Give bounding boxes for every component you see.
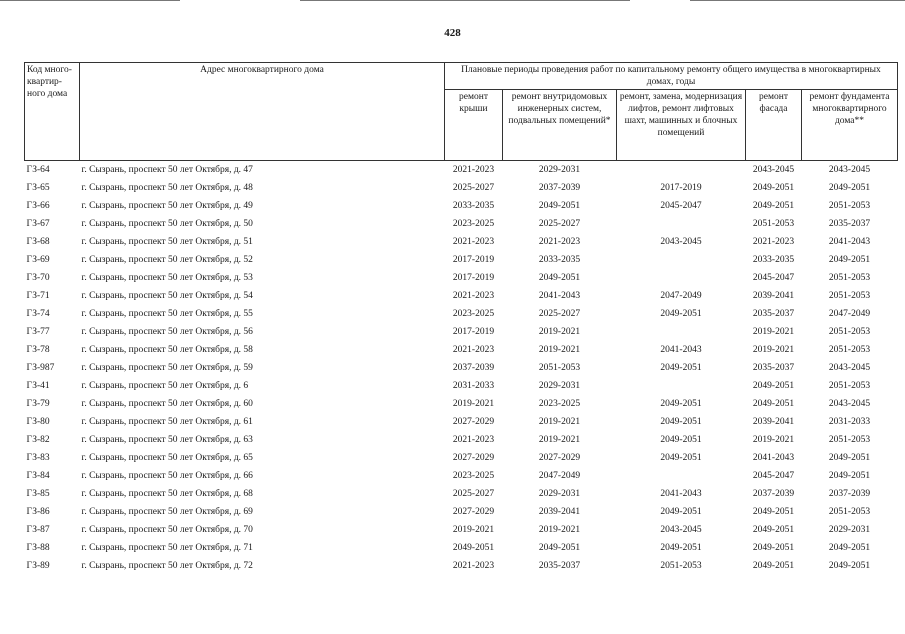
elevators-period: 2049-2051: [660, 363, 702, 373]
facade-period: 2051-2053: [752, 219, 795, 229]
house-address: г. Сызрань, проспект 50 лет Октября, д. 63: [81, 435, 253, 445]
facade-period: 2019-2021: [752, 327, 795, 337]
systems-period: 2027-2029: [538, 453, 581, 463]
foundation-period: 2051-2053: [828, 327, 871, 337]
table-row: [25, 305, 898, 323]
foundation-period: 2051-2053: [828, 381, 871, 391]
elevators-period: 2051-2053: [660, 561, 702, 571]
table-row: [25, 197, 898, 215]
systems-period: 2033-2035: [538, 255, 581, 265]
roof-period: 2027-2029: [452, 417, 495, 427]
facade-period: 2049-2051: [752, 201, 795, 211]
systems-period: 2041-2043: [538, 291, 581, 301]
facade-period: 2035-2037: [752, 309, 795, 319]
roof-period: 2031-2033: [452, 381, 495, 391]
foundation-period: 2049-2051: [828, 453, 871, 463]
elevators-period: 2043-2045: [660, 237, 702, 247]
header-elevators: ремонт, замена, модернизация лифтов, ремонт лифтовых шахт, машинных и блочных помещений: [617, 90, 746, 161]
roof-period: 2017-2019: [452, 255, 495, 265]
roof-period: 2023-2025: [452, 471, 495, 481]
house-address: г. Сызрань, проспект 50 лет Октября, д. 47: [81, 165, 253, 175]
header-periods-group: Плановые периоды проведения работ по капитальному ремонту общего имущества в многоквартирных домах, годы: [445, 63, 898, 90]
systems-period: 2021-2023: [538, 237, 581, 247]
facade-period: 2049-2051: [752, 399, 795, 409]
house-address: г. Сызрань, проспект 50 лет Октября, д. 51: [81, 237, 253, 247]
foundation-period: 2049-2051: [828, 543, 871, 553]
house-address: г. Сызрань, проспект 50 лет Октября, д. 50: [81, 219, 253, 229]
roof-period: 2025-2027: [452, 489, 495, 499]
scan-edge-line: [690, 0, 905, 1]
facade-period: 2049-2051: [752, 525, 795, 535]
systems-period: 2037-2039: [538, 183, 581, 193]
elevators-period: [617, 251, 746, 269]
elevators-period: [617, 269, 746, 287]
roof-period: 2021-2023: [452, 291, 495, 301]
roof-period: 2027-2029: [452, 453, 495, 463]
systems-period: 2049-2051: [538, 543, 581, 553]
house-code: ГЗ-68: [26, 237, 50, 247]
table-row: [25, 233, 898, 251]
house-address: г. Сызрань, проспект 50 лет Октября, д. 72: [81, 561, 253, 571]
header-roof: ремонт крыши: [445, 90, 503, 161]
house-code: ГЗ-78: [26, 345, 50, 355]
elevators-period: 2047-2049: [660, 291, 702, 301]
elevators-period: 2049-2051: [660, 507, 702, 517]
foundation-period: 2029-2031: [828, 525, 871, 535]
systems-period: 2025-2027: [538, 309, 581, 319]
elevators-period: 2049-2051: [660, 309, 702, 319]
house-code: ГЗ-71: [26, 291, 50, 301]
house-address: г. Сызрань, проспект 50 лет Октября, д. 60: [81, 399, 253, 409]
house-code: ГЗ-41: [26, 381, 50, 391]
house-address: г. Сызрань, проспект 50 лет Октября, д. 58: [81, 345, 253, 355]
house-address: г. Сызрань, проспект 50 лет Октября, д. 59: [81, 363, 253, 373]
roof-period: 2037-2039: [452, 363, 495, 373]
systems-period: 2035-2037: [538, 561, 581, 571]
roof-period: 2021-2023: [452, 237, 495, 247]
page-number: 428: [444, 27, 461, 39]
elevators-period: 2049-2051: [660, 399, 702, 409]
foundation-period: 2049-2051: [828, 471, 871, 481]
table-row: [25, 485, 898, 503]
systems-period: 2047-2049: [538, 471, 581, 481]
facade-period: 2035-2037: [752, 363, 795, 373]
facade-period: 2043-2045: [752, 165, 795, 175]
roof-period: 2017-2019: [452, 327, 495, 337]
foundation-period: 2037-2039: [828, 489, 871, 499]
systems-period: 2019-2021: [538, 345, 581, 355]
systems-period: 2019-2021: [538, 525, 581, 535]
header-code: Код много-квартир-ного дома: [25, 63, 80, 161]
elevators-period: 2017-2019: [660, 183, 702, 193]
systems-period: 2029-2031: [538, 381, 581, 391]
header-facade: ремонт фасада: [746, 90, 802, 161]
house-code: ГЗ-87: [26, 525, 50, 535]
elevators-period: 2049-2051: [660, 453, 702, 463]
house-address: г. Сызрань, проспект 50 лет Октября, д. 53: [81, 273, 253, 283]
table-row: [25, 395, 898, 413]
header-foundation: ремонт фундамента многоквартирного дома**: [802, 90, 898, 161]
house-address: г. Сызрань, проспект 50 лет Октября, д. 61: [81, 417, 253, 427]
facade-period: 2019-2021: [752, 435, 795, 445]
facade-period: 2021-2023: [752, 237, 795, 247]
house-address: г. Сызрань, проспект 50 лет Октября, д. 70: [81, 525, 253, 535]
house-address: г. Сызрань, проспект 50 лет Октября, д. 52: [81, 255, 253, 265]
systems-period: 2019-2021: [538, 417, 581, 427]
foundation-period: 2051-2053: [828, 291, 871, 301]
systems-period: 2025-2027: [538, 219, 581, 229]
scan-edge-line: [300, 0, 630, 1]
house-code: ГЗ-67: [26, 219, 50, 229]
house-code: ГЗ-89: [26, 561, 50, 571]
roof-period: 2049-2051: [452, 543, 495, 553]
foundation-period: 2043-2045: [828, 363, 871, 373]
house-address: г. Сызрань, проспект 50 лет Октября, д. 68: [81, 489, 253, 499]
house-address: г. Сызрань, проспект 50 лет Октября, д. 66: [81, 471, 253, 481]
roof-period: 2033-2035: [452, 201, 495, 211]
foundation-period: 2043-2045: [828, 399, 871, 409]
facade-period: 2037-2039: [752, 489, 795, 499]
facade-period: 2049-2051: [752, 561, 795, 571]
house-code: ГЗ-74: [26, 309, 50, 319]
house-code: ГЗ-987: [26, 363, 55, 373]
house-code: ГЗ-64: [26, 165, 50, 175]
table-row: [25, 539, 898, 557]
foundation-period: 2051-2053: [828, 201, 871, 211]
roof-period: 2021-2023: [452, 561, 495, 571]
systems-period: 2051-2053: [538, 363, 581, 373]
foundation-period: 2049-2051: [828, 255, 871, 265]
house-address: г. Сызрань, проспект 50 лет Октября, д. 55: [81, 309, 253, 319]
facade-period: 2039-2041: [752, 417, 795, 427]
house-code: ГЗ-79: [26, 399, 50, 409]
elevators-period: 2049-2051: [660, 435, 702, 445]
elevators-period: [617, 161, 746, 180]
facade-period: 2049-2051: [752, 183, 795, 193]
house-address: г. Сызрань, проспект 50 лет Октября, д. 69: [81, 507, 253, 517]
table-row: [25, 269, 898, 287]
table-row: [25, 377, 898, 395]
facade-period: 2049-2051: [752, 507, 795, 517]
table-body: [25, 161, 898, 576]
elevators-period: [617, 377, 746, 395]
roof-period: 2027-2029: [452, 507, 495, 517]
roof-period: 2017-2019: [452, 273, 495, 283]
table-row: [25, 431, 898, 449]
systems-period: 2029-2031: [538, 489, 581, 499]
systems-period: 2039-2041: [538, 507, 581, 517]
table-row: [25, 359, 898, 377]
elevators-period: [617, 467, 746, 485]
elevators-period: 2043-2045: [660, 525, 702, 535]
table-row: [25, 251, 898, 269]
house-code: ГЗ-66: [26, 201, 50, 211]
roof-period: 2019-2021: [452, 525, 495, 535]
house-address: г. Сызрань, проспект 50 лет Октября, д. 49: [81, 201, 253, 211]
facade-period: 2045-2047: [752, 273, 795, 283]
systems-period: 2023-2025: [538, 399, 581, 409]
house-address: г. Сызрань, проспект 50 лет Октября, д. 6: [81, 381, 249, 391]
foundation-period: 2043-2045: [828, 165, 871, 175]
roof-period: 2023-2025: [452, 309, 495, 319]
house-code: ГЗ-77: [26, 327, 50, 337]
table-row: [25, 449, 898, 467]
elevators-period: 2045-2047: [660, 201, 702, 211]
table-row: [25, 467, 898, 485]
facade-period: 2041-2043: [752, 453, 795, 463]
table-row: [25, 287, 898, 305]
house-code: ГЗ-85: [26, 489, 50, 499]
house-code: ГЗ-69: [26, 255, 50, 265]
house-code: ГЗ-65: [26, 183, 50, 193]
house-code: ГЗ-84: [26, 471, 50, 481]
elevators-period: 2041-2043: [660, 345, 702, 355]
roof-period: 2019-2021: [452, 399, 495, 409]
elevators-period: 2041-2043: [660, 489, 702, 499]
house-address: г. Сызрань, проспект 50 лет Октября, д. 65: [81, 453, 253, 463]
house-code: ГЗ-86: [26, 507, 50, 517]
foundation-period: 2051-2053: [828, 435, 871, 445]
facade-period: 2049-2051: [752, 543, 795, 553]
table-row: [25, 323, 898, 341]
house-code: ГЗ-88: [26, 543, 50, 553]
foundation-period: 2047-2049: [828, 309, 871, 319]
elevators-period: 2049-2051: [660, 543, 702, 553]
house-address: г. Сызрань, проспект 50 лет Октября, д. 56: [81, 327, 253, 337]
facade-period: 2033-2035: [752, 255, 795, 265]
table-row: [25, 341, 898, 359]
table-row: [25, 413, 898, 431]
foundation-period: 2051-2053: [828, 345, 871, 355]
table-row: [25, 503, 898, 521]
house-address: г. Сызрань, проспект 50 лет Октября, д. 71: [81, 543, 253, 553]
roof-period: 2025-2027: [452, 183, 495, 193]
systems-period: 2029-2031: [538, 165, 581, 175]
house-address: г. Сызрань, проспект 50 лет Октября, д. 48: [81, 183, 253, 193]
table-row: [25, 215, 898, 233]
foundation-period: 2049-2051: [828, 183, 871, 193]
roof-period: 2021-2023: [452, 345, 495, 355]
table-row: [25, 179, 898, 197]
scan-edge-line: [0, 0, 180, 1]
facade-period: 2019-2021: [752, 345, 795, 355]
house-address: г. Сызрань, проспект 50 лет Октября, д. 54: [81, 291, 253, 301]
foundation-period: 2041-2043: [828, 237, 871, 247]
capital-repair-schedule-table: [24, 62, 898, 575]
house-code: ГЗ-82: [26, 435, 50, 445]
roof-period: 2021-2023: [452, 165, 495, 175]
elevators-period: 2049-2051: [660, 417, 702, 427]
systems-period: 2049-2051: [538, 201, 581, 211]
facade-period: 2045-2047: [752, 471, 795, 481]
elevators-period: [617, 215, 746, 233]
house-code: ГЗ-83: [26, 453, 50, 463]
foundation-period: 2035-2037: [828, 219, 871, 229]
roof-period: 2021-2023: [452, 435, 495, 445]
roof-period: 2023-2025: [452, 219, 495, 229]
table-row: [25, 521, 898, 539]
systems-period: 2019-2021: [538, 435, 581, 445]
systems-period: 2049-2051: [538, 273, 581, 283]
table-row: [25, 161, 898, 180]
house-code: ГЗ-80: [26, 417, 50, 427]
foundation-period: 2051-2053: [828, 507, 871, 517]
header-systems: ремонт внутридомовых инженерных систем, подвальных помещений*: [503, 90, 617, 161]
systems-period: 2019-2021: [538, 327, 581, 337]
foundation-period: 2031-2033: [828, 417, 871, 427]
house-code: ГЗ-70: [26, 273, 50, 283]
facade-period: 2049-2051: [752, 381, 795, 391]
table-row: [25, 557, 898, 575]
table-header: [25, 63, 898, 161]
facade-period: 2039-2041: [752, 291, 795, 301]
header-address: Адрес многоквартирного дома: [80, 63, 445, 161]
elevators-period: [617, 323, 746, 341]
foundation-period: 2049-2051: [828, 561, 871, 571]
foundation-period: 2051-2053: [828, 273, 871, 283]
